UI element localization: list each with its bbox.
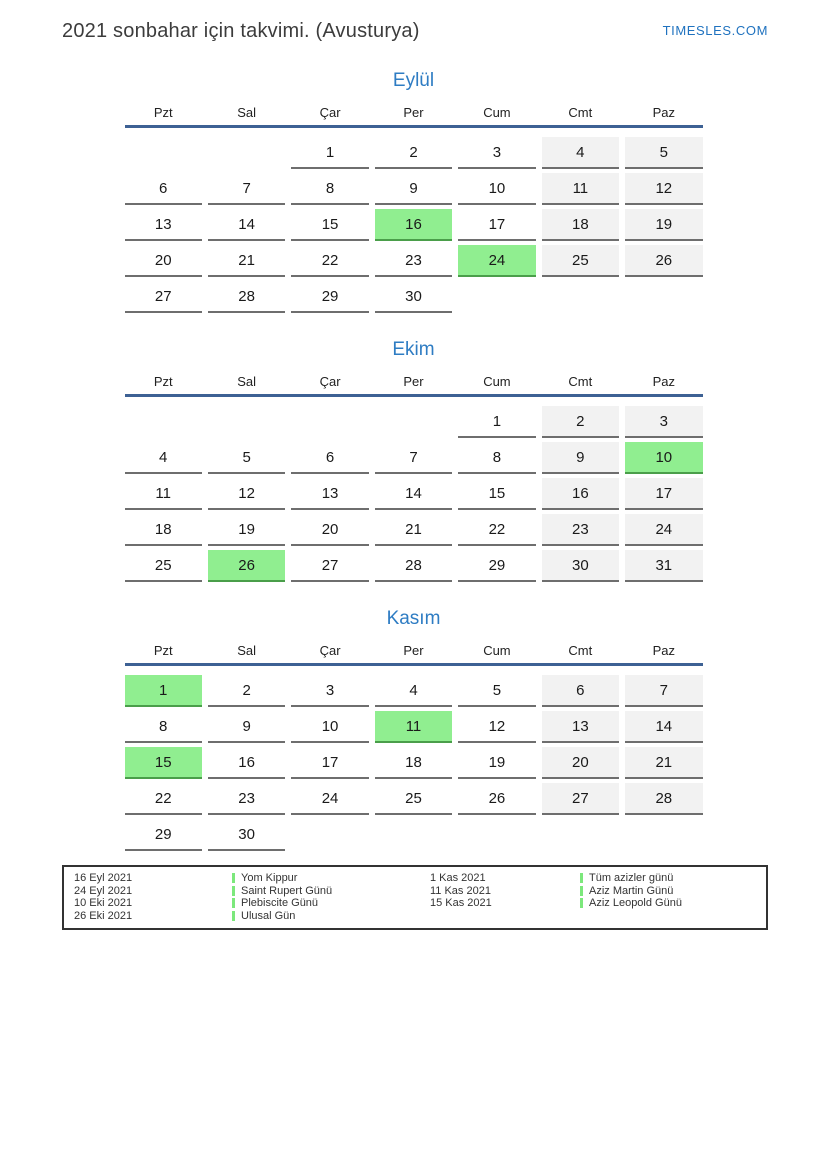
day-cell-weekend: 3 xyxy=(625,406,702,438)
day-cell-holiday: 15 xyxy=(125,747,202,779)
day-cell: 18 xyxy=(375,747,452,779)
day-cell: 19 xyxy=(208,514,285,546)
day-cell: 27 xyxy=(125,281,202,313)
day-cell: 26 xyxy=(458,783,535,815)
day-cell: 20 xyxy=(291,514,368,546)
day-cell: 5 xyxy=(458,675,535,707)
day-of-week-label: Pzt xyxy=(153,105,173,120)
day-cell: 14 xyxy=(208,209,285,241)
day-of-week-label: Pzt xyxy=(153,643,173,658)
day-of-week-label: Cmt xyxy=(568,643,593,658)
month-1 xyxy=(125,70,703,313)
day-cell-holiday: 16 xyxy=(375,209,452,241)
day-cell-holiday: 26 xyxy=(208,550,285,582)
legend-item xyxy=(430,872,758,885)
day-of-week-label: Cmt xyxy=(568,105,593,120)
legend-column-1 xyxy=(74,872,430,922)
day-of-week-label: Paz xyxy=(652,105,675,120)
holiday-marker-bar xyxy=(232,898,235,908)
legend-item xyxy=(430,885,758,898)
day-of-week-label: Per xyxy=(403,105,424,120)
day-cell: 15 xyxy=(291,209,368,241)
day-cell: 7 xyxy=(375,442,452,474)
day-cell-holiday: 10 xyxy=(625,442,702,474)
day-cell-weekend: 14 xyxy=(625,711,702,743)
day-of-week-label: Sal xyxy=(237,105,257,120)
legend-date: 15 Kas 2021 xyxy=(430,897,492,910)
legend-item xyxy=(74,910,430,923)
day-cell: 6 xyxy=(291,442,368,474)
day-cell: 24 xyxy=(291,783,368,815)
day-cell-weekend: 2 xyxy=(542,406,619,438)
legend-holiday-name: Saint Rupert Günü xyxy=(241,884,333,897)
day-cell-holiday: 11 xyxy=(375,711,452,743)
day-cell: 8 xyxy=(458,442,535,474)
day-cell-weekend: 4 xyxy=(542,137,619,169)
legend-item xyxy=(430,897,758,910)
day-cell-weekend: 24 xyxy=(625,514,702,546)
day-of-week-label: Çar xyxy=(319,643,341,658)
day-cell-weekend: 20 xyxy=(542,747,619,779)
day-cell-weekend: 17 xyxy=(625,478,702,510)
day-cell: 1 xyxy=(291,137,368,169)
legend-holiday-name: Ulusal Gün xyxy=(241,909,296,922)
day-of-week-label: Cum xyxy=(483,105,511,120)
legend-column-2 xyxy=(430,872,758,922)
day-cell: 30 xyxy=(375,281,452,313)
day-cell-weekend: 31 xyxy=(625,550,702,582)
day-cell: 19 xyxy=(458,747,535,779)
month-2 xyxy=(125,339,703,582)
day-of-week-label: Sal xyxy=(237,374,257,389)
day-cell: 20 xyxy=(125,245,202,277)
day-cell: 15 xyxy=(458,478,535,510)
empty-cell xyxy=(208,137,285,169)
day-cell: 10 xyxy=(291,711,368,743)
day-cell: 18 xyxy=(125,514,202,546)
day-cell-weekend: 26 xyxy=(625,245,702,277)
holiday-marker-bar xyxy=(232,886,235,896)
day-cell-weekend: 19 xyxy=(625,209,702,241)
day-cell-weekend: 25 xyxy=(542,245,619,277)
day-of-week-label: Cum xyxy=(483,643,511,658)
day-cell: 3 xyxy=(291,675,368,707)
day-cell-weekend: 18 xyxy=(542,209,619,241)
day-cell-weekend: 12 xyxy=(625,173,702,205)
day-cell: 22 xyxy=(458,514,535,546)
day-cell-weekend: 6 xyxy=(542,675,619,707)
day-of-week-label: Cum xyxy=(483,374,511,389)
legend-item xyxy=(74,885,430,898)
month-title: Ekim xyxy=(392,339,435,360)
day-cell: 5 xyxy=(208,442,285,474)
empty-cell xyxy=(208,406,285,438)
day-cell: 21 xyxy=(208,245,285,277)
day-cell: 22 xyxy=(291,245,368,277)
empty-cell xyxy=(375,406,452,438)
day-cell: 29 xyxy=(458,550,535,582)
header xyxy=(0,0,827,43)
legend-date: 16 Eyl 2021 xyxy=(74,872,133,885)
month-grid xyxy=(125,137,703,313)
day-cell: 23 xyxy=(375,245,452,277)
day-cell: 12 xyxy=(458,711,535,743)
day-cell: 14 xyxy=(375,478,452,510)
day-cell-weekend: 23 xyxy=(542,514,619,546)
legend-holiday-name: Yom Kippur xyxy=(241,872,298,885)
day-cell-weekend: 9 xyxy=(542,442,619,474)
day-cell: 9 xyxy=(208,711,285,743)
legend-holiday-name: Tüm azizler günü xyxy=(589,872,674,885)
day-of-week-label: Pzt xyxy=(153,374,173,389)
day-of-week-label: Per xyxy=(403,374,424,389)
legend-date: 24 Eyl 2021 xyxy=(74,884,133,897)
day-cell-weekend: 13 xyxy=(542,711,619,743)
legend-date: 10 Eki 2021 xyxy=(74,897,133,910)
day-cell: 12 xyxy=(208,478,285,510)
legend-box xyxy=(62,865,768,930)
day-of-week-label: Per xyxy=(403,643,424,658)
month-grid xyxy=(125,675,703,851)
day-cell-weekend: 7 xyxy=(625,675,702,707)
day-cell: 28 xyxy=(208,281,285,313)
day-cell: 29 xyxy=(125,819,202,851)
holiday-marker-bar xyxy=(232,873,235,883)
day-cell: 22 xyxy=(125,783,202,815)
empty-cell xyxy=(125,137,202,169)
month-3 xyxy=(125,608,703,851)
legend-holiday-name: Aziz Leopold Günü xyxy=(589,897,682,910)
legend-item xyxy=(74,897,430,910)
day-cell-weekend: 21 xyxy=(625,747,702,779)
holiday-marker-bar xyxy=(232,911,235,921)
day-cell: 29 xyxy=(291,281,368,313)
holiday-marker-bar xyxy=(580,873,583,883)
day-cell: 25 xyxy=(375,783,452,815)
day-cell: 11 xyxy=(125,478,202,510)
legend-date: 26 Eki 2021 xyxy=(74,909,133,922)
holiday-marker-bar xyxy=(580,898,583,908)
day-cell-holiday: 1 xyxy=(125,675,202,707)
day-of-week-row xyxy=(125,643,703,666)
site-link[interactable]: TIMESLES.COM xyxy=(662,23,768,38)
day-of-week-label: Sal xyxy=(237,643,257,658)
day-cell: 13 xyxy=(125,209,202,241)
day-cell: 1 xyxy=(458,406,535,438)
day-cell: 2 xyxy=(208,675,285,707)
month-grid xyxy=(125,406,703,582)
day-cell: 27 xyxy=(291,550,368,582)
day-cell: 4 xyxy=(125,442,202,474)
day-cell: 10 xyxy=(458,173,535,205)
day-of-week-row xyxy=(125,105,703,128)
holiday-marker-bar xyxy=(580,886,583,896)
day-cell: 6 xyxy=(125,173,202,205)
legend-date: 1 Kas 2021 xyxy=(430,872,486,885)
month-title: Eylül xyxy=(392,70,435,91)
day-cell: 30 xyxy=(208,819,285,851)
day-cell: 25 xyxy=(125,550,202,582)
day-cell: 9 xyxy=(375,173,452,205)
empty-cell xyxy=(291,406,368,438)
day-cell: 23 xyxy=(208,783,285,815)
legend-holiday-name: Aziz Martin Günü xyxy=(589,884,674,897)
month-title: Kasım xyxy=(386,608,441,629)
day-cell: 17 xyxy=(291,747,368,779)
day-cell-weekend: 5 xyxy=(625,137,702,169)
day-cell-weekend: 11 xyxy=(542,173,619,205)
day-cell-weekend: 16 xyxy=(542,478,619,510)
day-cell: 8 xyxy=(125,711,202,743)
day-of-week-label: Paz xyxy=(652,643,675,658)
day-cell: 13 xyxy=(291,478,368,510)
day-cell: 16 xyxy=(208,747,285,779)
legend-date: 11 Kas 2021 xyxy=(430,884,491,897)
legend-holiday-name: Plebiscite Günü xyxy=(241,897,319,910)
day-cell: 17 xyxy=(458,209,535,241)
day-of-week-label: Çar xyxy=(319,374,341,389)
day-cell: 4 xyxy=(375,675,452,707)
day-cell: 7 xyxy=(208,173,285,205)
day-cell: 2 xyxy=(375,137,452,169)
legend-item xyxy=(74,872,430,885)
months-container xyxy=(0,70,827,851)
day-of-week-label: Cmt xyxy=(568,374,593,389)
empty-cell xyxy=(125,406,202,438)
day-cell-weekend: 28 xyxy=(625,783,702,815)
day-of-week-row xyxy=(125,374,703,397)
day-cell: 8 xyxy=(291,173,368,205)
day-cell: 21 xyxy=(375,514,452,546)
day-of-week-label: Paz xyxy=(652,374,675,389)
day-cell: 3 xyxy=(458,137,535,169)
day-cell-holiday: 24 xyxy=(458,245,535,277)
day-cell: 28 xyxy=(375,550,452,582)
day-of-week-label: Çar xyxy=(319,105,341,120)
day-cell-weekend: 30 xyxy=(542,550,619,582)
page-title: 2021 sonbahar için takvimi. (Avusturya) xyxy=(62,20,420,42)
day-cell-weekend: 27 xyxy=(542,783,619,815)
